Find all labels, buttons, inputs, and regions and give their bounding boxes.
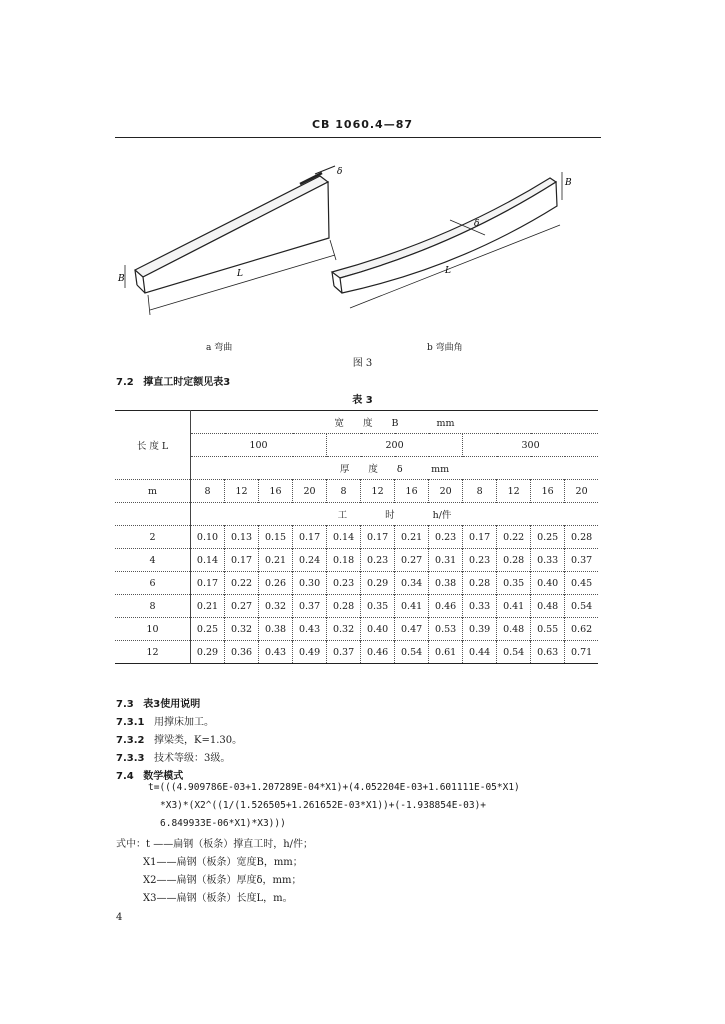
time-cell: 0.53 <box>429 618 463 641</box>
time-cell: 0.33 <box>531 549 565 572</box>
formula-line-1: t=(((4.909786E-03+1.207289E-04*X1)+(4.052204E-03+1.601111E-05*X1) <box>148 782 520 793</box>
time-cell: 0.14 <box>191 549 225 572</box>
time-cell: 0.23 <box>361 549 395 572</box>
time-cell: 0.28 <box>497 549 531 572</box>
row-length: 8 <box>149 600 156 612</box>
time-cell: 0.54 <box>395 641 429 664</box>
figure-title: 图 3 <box>352 358 373 369</box>
table-3 <box>115 410 598 664</box>
time-cell: 0.62 <box>565 618 598 641</box>
time-cell: 0.28 <box>463 572 497 595</box>
time-cell: 0.38 <box>259 618 293 641</box>
section-7-3 <box>116 695 200 710</box>
time-cell: 0.40 <box>361 618 395 641</box>
time-cell: 0.39 <box>463 618 497 641</box>
time-cell: 0.25 <box>531 526 565 549</box>
table-row <box>115 549 598 572</box>
section-7-3-3 <box>116 749 230 764</box>
section-7-3-1-num: 7.3.1 <box>116 717 145 728</box>
time-cell: 0.48 <box>531 595 565 618</box>
length-label: 长 度 L <box>136 441 169 452</box>
time-cell: 0.29 <box>191 641 225 664</box>
section-7-4 <box>116 767 183 782</box>
thickness-cell: 12 <box>225 480 259 503</box>
thickness-cell: 20 <box>293 480 327 503</box>
formula-line-2: *X3)*(X2^((1/(1.526505+1.261652E-03*X1))+(-1.938854E-03)+ <box>160 800 487 811</box>
figure-3-drawing <box>110 160 590 345</box>
figure-label-L-left: L <box>237 269 243 279</box>
time-cell: 0.23 <box>429 526 463 549</box>
figure-label-B-left: B <box>118 274 125 284</box>
time-cell: 0.17 <box>293 526 327 549</box>
section-7-3-2-num: 7.3.2 <box>116 735 145 746</box>
time-cell: 0.32 <box>327 618 361 641</box>
time-cell: 0.31 <box>429 549 463 572</box>
section-7-3-3-num: 7.3.3 <box>116 753 145 764</box>
formula-line-3: 6.849933E-06*X1)*X3))) <box>160 818 286 829</box>
time-cell: 0.38 <box>429 572 463 595</box>
time-cell: 0.18 <box>327 549 361 572</box>
table-caption: 表 3 <box>352 395 373 406</box>
table-row <box>115 526 598 549</box>
time-cell: 0.21 <box>395 526 429 549</box>
time-cell: 0.44 <box>463 641 497 664</box>
thickness-cell: 16 <box>395 480 429 503</box>
section-7-4-num: 7.4 <box>116 771 134 782</box>
time-cell: 0.47 <box>395 618 429 641</box>
time-cell: 0.61 <box>429 641 463 664</box>
time-cell: 0.32 <box>259 595 293 618</box>
thickness-cell: 8 <box>463 480 497 503</box>
thickness-cell: 20 <box>565 480 598 503</box>
time-cell: 0.17 <box>463 526 497 549</box>
time-cell: 0.55 <box>531 618 565 641</box>
figure-label-B-right: B <box>565 178 572 188</box>
page-number: 4 <box>116 912 123 923</box>
time-cell: 0.36 <box>225 641 259 664</box>
table-row <box>115 595 598 618</box>
time-cell: 0.21 <box>259 549 293 572</box>
section-7-2-text: 撑直工时定额见表3 <box>143 377 231 388</box>
time-cell: 0.22 <box>497 526 531 549</box>
section-7-2 <box>116 373 230 388</box>
section-7-3-num: 7.3 <box>116 699 134 710</box>
thickness-cell: 8 <box>191 480 225 503</box>
time-cell: 0.71 <box>565 641 598 664</box>
time-cell: 0.28 <box>565 526 598 549</box>
time-cell: 0.46 <box>429 595 463 618</box>
time-cell: 0.40 <box>531 572 565 595</box>
time-cell: 0.25 <box>191 618 225 641</box>
time-cell: 0.43 <box>293 618 327 641</box>
time-cell: 0.24 <box>293 549 327 572</box>
table-row <box>115 618 598 641</box>
row-length: 4 <box>149 554 156 566</box>
figure-label-delta-left: δ <box>337 167 343 177</box>
time-cell: 0.48 <box>497 618 531 641</box>
time-cell: 0.49 <box>293 641 327 664</box>
thickness-cell: 20 <box>429 480 463 503</box>
time-cell: 0.43 <box>259 641 293 664</box>
section-7-3-2-text: 撑梁类，K=1.30。 <box>154 735 243 746</box>
time-cell: 0.29 <box>361 572 395 595</box>
table-row <box>115 572 598 595</box>
figure-label-L-right: L <box>445 266 451 276</box>
legend-line-3: X2——扁钢（板条）厚度δ，mm； <box>143 875 302 886</box>
time-cell: 0.28 <box>327 595 361 618</box>
figure-label-delta-right: δ <box>474 219 480 229</box>
legend-line-1: 式中：t ——扁钢（板条）撑直工时，h/件； <box>116 839 314 850</box>
row-length: 10 <box>146 623 159 635</box>
time-cell: 0.10 <box>191 526 225 549</box>
standard-header: CB 1060.4—87 <box>311 118 414 131</box>
time-cell: 0.17 <box>191 572 225 595</box>
time-cell: 0.46 <box>361 641 395 664</box>
time-cell: 0.41 <box>395 595 429 618</box>
time-cell: 0.54 <box>565 595 598 618</box>
section-7-3-3-text: 技术等级：3级。 <box>154 753 231 764</box>
thickness-cell: 16 <box>531 480 565 503</box>
time-cell: 0.45 <box>565 572 598 595</box>
time-cell: 0.17 <box>225 549 259 572</box>
time-cell: 0.33 <box>463 595 497 618</box>
time-cell: 0.63 <box>531 641 565 664</box>
time-cell: 0.21 <box>191 595 225 618</box>
thickness-cell: 12 <box>497 480 531 503</box>
figure-caption-b: b 弯曲角 <box>427 343 463 353</box>
time-cell: 0.14 <box>327 526 361 549</box>
row-length: 12 <box>146 646 159 658</box>
time-cell: 0.37 <box>565 549 598 572</box>
time-cell: 0.22 <box>225 572 259 595</box>
time-cell: 0.41 <box>497 595 531 618</box>
section-7-3-1-text: 用撑床加工。 <box>154 717 215 728</box>
row-length: 2 <box>149 531 156 543</box>
time-cell: 0.32 <box>225 618 259 641</box>
thickness-cell: 12 <box>361 480 395 503</box>
table-row <box>115 641 598 664</box>
header-rule <box>115 137 601 138</box>
time-cell: 0.35 <box>497 572 531 595</box>
section-7-3-1 <box>116 713 214 728</box>
time-header: 工 时 h/件 <box>191 503 599 526</box>
row-length: 6 <box>149 577 156 589</box>
time-cell: 0.17 <box>361 526 395 549</box>
section-7-3-text: 表3使用说明 <box>143 699 201 710</box>
time-cell: 0.15 <box>259 526 293 549</box>
section-7-3-2 <box>116 731 242 746</box>
thickness-cell: 8 <box>327 480 361 503</box>
width-300: 300 <box>463 434 598 457</box>
time-cell: 0.30 <box>293 572 327 595</box>
time-cell: 0.26 <box>259 572 293 595</box>
legend-line-2: X1——扁钢（板条）宽度B，mm； <box>143 857 303 868</box>
time-cell: 0.35 <box>361 595 395 618</box>
length-unit: m <box>147 485 157 497</box>
time-cell: 0.23 <box>327 572 361 595</box>
time-cell: 0.27 <box>225 595 259 618</box>
time-cell: 0.13 <box>225 526 259 549</box>
time-cell: 0.34 <box>395 572 429 595</box>
figure-caption-a: a 弯曲 <box>206 343 233 353</box>
time-cell: 0.23 <box>463 549 497 572</box>
section-7-4-text: 数学模式 <box>143 771 184 782</box>
width-100: 100 <box>191 434 327 457</box>
width-200: 200 <box>327 434 463 457</box>
time-cell: 0.37 <box>293 595 327 618</box>
time-cell: 0.54 <box>497 641 531 664</box>
width-header: 宽 度 B mm <box>191 411 599 434</box>
time-cell: 0.37 <box>327 641 361 664</box>
thickness-cell: 16 <box>259 480 293 503</box>
thickness-header: 厚 度 δ mm <box>191 457 599 480</box>
legend-line-4: X3——扁钢（板条）长度L，m。 <box>143 893 293 904</box>
section-7-2-num: 7.2 <box>116 377 134 388</box>
time-cell: 0.27 <box>395 549 429 572</box>
